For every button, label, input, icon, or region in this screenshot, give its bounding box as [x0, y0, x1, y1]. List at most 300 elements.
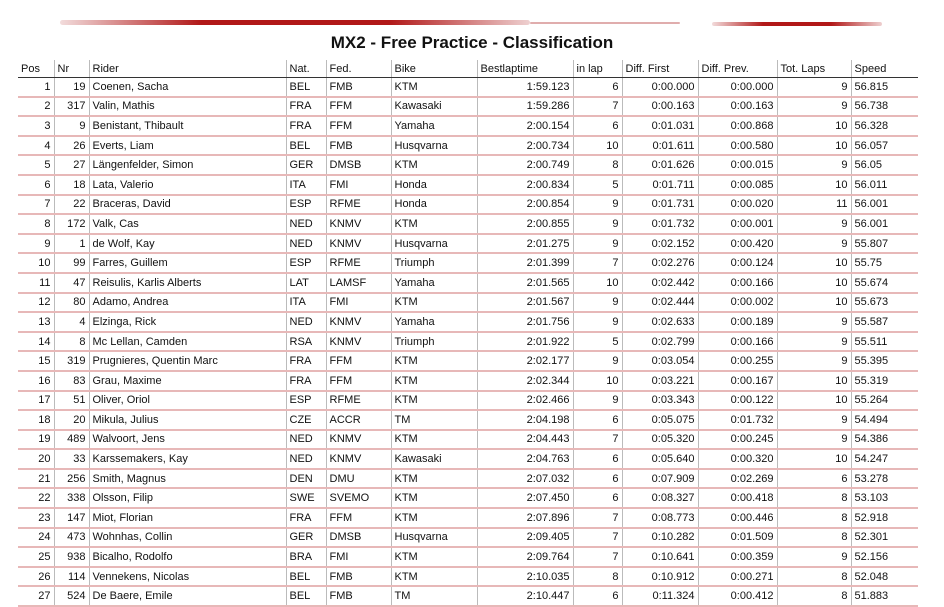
cell-nat: ESP [286, 253, 326, 273]
cell-in-lap: 9 [573, 214, 622, 234]
col-header-in-lap: in lap [573, 60, 622, 78]
cell-nat: BRA [286, 547, 326, 567]
cell-tot-laps: 8 [777, 567, 851, 587]
cell-nr: 319 [54, 351, 89, 371]
cell-diff-prev: 0:00.002 [698, 293, 777, 313]
cell-pos: 14 [18, 332, 54, 352]
cell-speed: 52.918 [851, 508, 918, 528]
cell-nat: GER [286, 155, 326, 175]
cell-rider: Mikula, Julius [89, 410, 286, 430]
cell-bike: KTM [391, 214, 477, 234]
cell-nat: BEL [286, 567, 326, 587]
cell-rider: Elzinga, Rick [89, 312, 286, 332]
col-header-nat: Nat. [286, 60, 326, 78]
cell-bestlaptime: 2:01.565 [477, 273, 573, 293]
cell-bike: KTM [391, 488, 477, 508]
cell-diff-first: 0:08.327 [622, 488, 698, 508]
cell-bestlaptime: 2:00.855 [477, 214, 573, 234]
cell-fed: RFME [326, 195, 391, 215]
cell-diff-prev: 0:00.122 [698, 391, 777, 411]
cell-pos: 27 [18, 586, 54, 606]
cell-fed: SVEMO [326, 488, 391, 508]
cell-bestlaptime: 2:00.834 [477, 175, 573, 195]
page-title: MX2 - Free Practice - Classification [330, 33, 614, 52]
cell-diff-first: 0:00.000 [622, 78, 698, 97]
cell-fed: KNMV [326, 234, 391, 254]
cell-diff-first: 0:05.075 [622, 410, 698, 430]
cell-diff-first: 0:10.912 [622, 567, 698, 587]
cell-pos: 25 [18, 547, 54, 567]
cell-bestlaptime: 2:01.275 [477, 234, 573, 254]
cell-diff-prev: 0:00.189 [698, 312, 777, 332]
cell-rider: De Baere, Emile [89, 586, 286, 606]
table-row [18, 332, 918, 352]
cell-nat: LAT [286, 273, 326, 293]
table-row [18, 253, 918, 273]
cell-tot-laps: 10 [777, 175, 851, 195]
cell-bestlaptime: 2:04.763 [477, 449, 573, 469]
table-row [18, 312, 918, 332]
cell-diff-first: 0:01.611 [622, 136, 698, 156]
cell-in-lap: 7 [573, 508, 622, 528]
cell-bestlaptime: 2:07.032 [477, 469, 573, 489]
cell-fed: LAMSF [326, 273, 391, 293]
cell-rider: Benistant, Thibault [89, 116, 286, 136]
table-row [18, 136, 918, 156]
cell-diff-first: 0:10.641 [622, 547, 698, 567]
cell-bike: Yamaha [391, 116, 477, 136]
cell-nr: 80 [54, 293, 89, 313]
cell-nat: NED [286, 430, 326, 450]
cell-nat: BEL [286, 78, 326, 97]
cell-pos: 21 [18, 469, 54, 489]
cell-nat: NED [286, 234, 326, 254]
cell-pos: 13 [18, 312, 54, 332]
table-row [18, 586, 918, 606]
cell-tot-laps: 9 [777, 312, 851, 332]
table-row [18, 214, 918, 234]
cell-diff-prev: 0:00.359 [698, 547, 777, 567]
cell-tot-laps: 9 [777, 97, 851, 117]
table-row [18, 175, 918, 195]
col-header-pos: Pos [18, 60, 54, 78]
cell-bike: TM [391, 586, 477, 606]
cell-diff-prev: 0:00.446 [698, 508, 777, 528]
cell-tot-laps: 10 [777, 273, 851, 293]
cell-nr: 317 [54, 97, 89, 117]
cell-diff-first: 0:03.343 [622, 391, 698, 411]
cell-nat: FRA [286, 508, 326, 528]
table-row [18, 351, 918, 371]
cell-pos: 3 [18, 116, 54, 136]
cell-bike: KTM [391, 78, 477, 97]
cell-nr: 33 [54, 449, 89, 469]
cell-diff-prev: 0:00.015 [698, 155, 777, 175]
cell-in-lap: 9 [573, 234, 622, 254]
cell-diff-prev: 0:00.271 [698, 567, 777, 587]
cell-bestlaptime: 1:59.123 [477, 78, 573, 97]
cell-pos: 26 [18, 567, 54, 587]
cell-diff-prev: 0:00.020 [698, 195, 777, 215]
cell-tot-laps: 8 [777, 586, 851, 606]
cell-nat: NED [286, 449, 326, 469]
cell-in-lap: 6 [573, 410, 622, 430]
cell-rider: Miot, Florian [89, 508, 286, 528]
cell-tot-laps: 9 [777, 78, 851, 97]
cell-nr: 83 [54, 371, 89, 391]
cell-bestlaptime: 2:07.450 [477, 488, 573, 508]
cell-fed: FFM [326, 371, 391, 391]
cell-in-lap: 8 [573, 155, 622, 175]
cell-speed: 55.264 [851, 391, 918, 411]
cell-rider: Bicalho, Rodolfo [89, 547, 286, 567]
table-row [18, 293, 918, 313]
cell-nr: 26 [54, 136, 89, 156]
cell-pos: 7 [18, 195, 54, 215]
cell-fed: KNMV [326, 312, 391, 332]
cell-speed: 56.057 [851, 136, 918, 156]
cell-tot-laps: 8 [777, 508, 851, 528]
cell-diff-prev: 0:00.001 [698, 214, 777, 234]
cell-nr: 22 [54, 195, 89, 215]
cell-in-lap: 6 [573, 469, 622, 489]
cell-bestlaptime: 2:04.198 [477, 410, 573, 430]
cell-in-lap: 5 [573, 332, 622, 352]
cell-in-lap: 7 [573, 97, 622, 117]
cell-tot-laps: 10 [777, 136, 851, 156]
classification-table [18, 60, 918, 607]
cell-nat: FRA [286, 371, 326, 391]
cell-nat: NED [286, 214, 326, 234]
cell-rider: Everts, Liam [89, 136, 286, 156]
cell-nr: 114 [54, 567, 89, 587]
cell-fed: FMB [326, 586, 391, 606]
cell-nat: DEN [286, 469, 326, 489]
cell-in-lap: 9 [573, 391, 622, 411]
cell-bestlaptime: 2:10.035 [477, 567, 573, 587]
cell-nat: FRA [286, 116, 326, 136]
cell-bestlaptime: 2:00.154 [477, 116, 573, 136]
cell-bestlaptime: 2:02.177 [477, 351, 573, 371]
cell-tot-laps: 10 [777, 293, 851, 313]
cell-nat: ITA [286, 175, 326, 195]
cell-diff-prev: 0:00.163 [698, 97, 777, 117]
cell-bestlaptime: 2:01.399 [477, 253, 573, 273]
cell-in-lap: 7 [573, 430, 622, 450]
cell-speed: 56.328 [851, 116, 918, 136]
table-row [18, 273, 918, 293]
cell-pos: 23 [18, 508, 54, 528]
cell-fed: DMSB [326, 155, 391, 175]
cell-rider: Reisulis, Karlis Alberts [89, 273, 286, 293]
cell-rider: Karssemakers, Kay [89, 449, 286, 469]
cell-tot-laps: 8 [777, 488, 851, 508]
cell-diff-prev: 0:00.124 [698, 253, 777, 273]
cell-in-lap: 10 [573, 371, 622, 391]
cell-diff-prev: 0:00.166 [698, 273, 777, 293]
cell-speed: 55.674 [851, 273, 918, 293]
cell-rider: Coenen, Sacha [89, 78, 286, 97]
cell-speed: 55.807 [851, 234, 918, 254]
cell-fed: FFM [326, 97, 391, 117]
cell-nr: 20 [54, 410, 89, 430]
cell-diff-prev: 0:00.420 [698, 234, 777, 254]
cell-diff-prev: 0:00.166 [698, 332, 777, 352]
cell-diff-first: 0:08.773 [622, 508, 698, 528]
cell-fed: FMB [326, 136, 391, 156]
cell-nat: ESP [286, 195, 326, 215]
cell-bike: Husqvarna [391, 234, 477, 254]
cell-tot-laps: 10 [777, 253, 851, 273]
cell-bike: Kawasaki [391, 449, 477, 469]
cell-rider: Grau, Maxime [89, 371, 286, 391]
cell-nr: 4 [54, 312, 89, 332]
cell-bike: Yamaha [391, 273, 477, 293]
cell-diff-first: 0:11.324 [622, 586, 698, 606]
cell-diff-prev: 0:00.245 [698, 430, 777, 450]
cell-tot-laps: 11 [777, 195, 851, 215]
cell-rider: Mc Lellan, Camden [89, 332, 286, 352]
col-header-fed: Fed. [326, 60, 391, 78]
cell-speed: 55.673 [851, 293, 918, 313]
table-row [18, 371, 918, 391]
cell-nr: 27 [54, 155, 89, 175]
cell-bestlaptime: 2:01.922 [477, 332, 573, 352]
cell-diff-prev: 0:00.255 [698, 351, 777, 371]
cell-bike: TM [391, 410, 477, 430]
col-header-diff-prev: Diff. Prev. [698, 60, 777, 78]
cell-pos: 24 [18, 528, 54, 548]
cell-tot-laps: 10 [777, 449, 851, 469]
cell-bike: Triumph [391, 253, 477, 273]
cell-nat: BEL [286, 136, 326, 156]
table-body [18, 78, 918, 607]
cell-speed: 52.048 [851, 567, 918, 587]
cell-diff-first: 0:01.731 [622, 195, 698, 215]
cell-rider: Valin, Mathis [89, 97, 286, 117]
cell-in-lap: 7 [573, 547, 622, 567]
table-row [18, 430, 918, 450]
cell-diff-first: 0:05.640 [622, 449, 698, 469]
cell-bike: Triumph [391, 332, 477, 352]
cell-rider: Oliver, Oriol [89, 391, 286, 411]
table-row [18, 234, 918, 254]
cell-nat: BEL [286, 586, 326, 606]
cell-diff-prev: 0:00.580 [698, 136, 777, 156]
cell-rider: Vennekens, Nicolas [89, 567, 286, 587]
cell-bike: KTM [391, 293, 477, 313]
cell-speed: 53.103 [851, 488, 918, 508]
cell-rider: Wohnhas, Collin [89, 528, 286, 548]
cell-bike: KTM [391, 430, 477, 450]
table-row [18, 97, 918, 117]
cell-pos: 16 [18, 371, 54, 391]
cell-nat: FRA [286, 97, 326, 117]
table-row [18, 567, 918, 587]
cell-rider: Adamo, Andrea [89, 293, 286, 313]
cell-rider: de Wolf, Kay [89, 234, 286, 254]
cell-diff-first: 0:02.442 [622, 273, 698, 293]
table-row [18, 155, 918, 175]
cell-bike: Kawasaki [391, 97, 477, 117]
cell-bestlaptime: 2:00.749 [477, 155, 573, 175]
cell-pos: 15 [18, 351, 54, 371]
cell-fed: KNMV [326, 214, 391, 234]
table-row [18, 488, 918, 508]
cell-in-lap: 6 [573, 586, 622, 606]
cell-bike: Husqvarna [391, 136, 477, 156]
cell-fed: KNMV [326, 332, 391, 352]
cell-bike: Honda [391, 175, 477, 195]
cell-fed: ACCR [326, 410, 391, 430]
cell-in-lap: 5 [573, 175, 622, 195]
cell-speed: 56.011 [851, 175, 918, 195]
cell-diff-first: 0:01.626 [622, 155, 698, 175]
cell-diff-prev: 0:00.320 [698, 449, 777, 469]
cell-fed: DMU [326, 469, 391, 489]
cell-fed: FMB [326, 567, 391, 587]
cell-nat: FRA [286, 351, 326, 371]
cell-fed: FFM [326, 508, 391, 528]
cell-pos: 18 [18, 410, 54, 430]
cell-diff-prev: 0:01.509 [698, 528, 777, 548]
cell-bestlaptime: 1:59.286 [477, 97, 573, 117]
cell-fed: KNMV [326, 430, 391, 450]
cell-speed: 52.301 [851, 528, 918, 548]
cell-tot-laps: 10 [777, 391, 851, 411]
cell-speed: 56.815 [851, 78, 918, 97]
cell-tot-laps: 9 [777, 351, 851, 371]
cell-nr: 99 [54, 253, 89, 273]
cell-bestlaptime: 2:00.734 [477, 136, 573, 156]
cell-speed: 51.883 [851, 586, 918, 606]
cell-fed: RFME [326, 253, 391, 273]
cell-speed: 55.587 [851, 312, 918, 332]
cell-speed: 55.395 [851, 351, 918, 371]
cell-pos: 22 [18, 488, 54, 508]
cell-tot-laps: 9 [777, 410, 851, 430]
cell-nat: ESP [286, 391, 326, 411]
cell-diff-first: 0:07.909 [622, 469, 698, 489]
cell-nr: 8 [54, 332, 89, 352]
cell-diff-prev: 0:00.412 [698, 586, 777, 606]
col-header-bestlaptime: Bestlaptime [477, 60, 573, 78]
cell-nr: 9 [54, 116, 89, 136]
cell-speed: 54.247 [851, 449, 918, 469]
cell-diff-prev: 0:00.000 [698, 78, 777, 97]
cell-pos: 19 [18, 430, 54, 450]
cell-nat: RSA [286, 332, 326, 352]
header-decoration [60, 20, 530, 25]
cell-diff-first: 0:00.163 [622, 97, 698, 117]
cell-nr: 18 [54, 175, 89, 195]
cell-speed: 56.001 [851, 214, 918, 234]
cell-bike: Husqvarna [391, 528, 477, 548]
cell-pos: 8 [18, 214, 54, 234]
cell-diff-prev: 0:00.167 [698, 371, 777, 391]
cell-bike: KTM [391, 391, 477, 411]
cell-bike: Honda [391, 195, 477, 215]
cell-speed: 55.75 [851, 253, 918, 273]
col-header-diff-first: Diff. First [622, 60, 698, 78]
cell-rider: Prugnieres, Quentin Marc [89, 351, 286, 371]
cell-diff-first: 0:01.732 [622, 214, 698, 234]
cell-rider: Farres, Guillem [89, 253, 286, 273]
table-row [18, 449, 918, 469]
table-row [18, 78, 918, 97]
cell-bike: KTM [391, 547, 477, 567]
table-row [18, 391, 918, 411]
cell-diff-first: 0:01.711 [622, 175, 698, 195]
cell-diff-first: 0:03.054 [622, 351, 698, 371]
cell-pos: 12 [18, 293, 54, 313]
cell-fed: RFME [326, 391, 391, 411]
table-row [18, 547, 918, 567]
cell-fed: KNMV [326, 449, 391, 469]
cell-tot-laps: 6 [777, 469, 851, 489]
cell-nat: GER [286, 528, 326, 548]
cell-speed: 54.386 [851, 430, 918, 450]
cell-nr: 1 [54, 234, 89, 254]
cell-fed: FFM [326, 116, 391, 136]
cell-pos: 2 [18, 97, 54, 117]
cell-speed: 55.319 [851, 371, 918, 391]
cell-bestlaptime: 2:09.405 [477, 528, 573, 548]
cell-in-lap: 9 [573, 293, 622, 313]
cell-bestlaptime: 2:01.567 [477, 293, 573, 313]
cell-diff-prev: 0:00.085 [698, 175, 777, 195]
cell-fed: FMI [326, 175, 391, 195]
cell-in-lap: 10 [573, 136, 622, 156]
cell-rider: Olsson, Filip [89, 488, 286, 508]
cell-pos: 4 [18, 136, 54, 156]
cell-bike: KTM [391, 351, 477, 371]
cell-tot-laps: 9 [777, 234, 851, 254]
cell-speed: 53.278 [851, 469, 918, 489]
cell-nr: 147 [54, 508, 89, 528]
cell-bestlaptime: 2:10.447 [477, 586, 573, 606]
cell-in-lap: 6 [573, 78, 622, 97]
header-decoration [530, 22, 680, 24]
col-header-bike: Bike [391, 60, 477, 78]
cell-tot-laps: 10 [777, 371, 851, 391]
cell-nr: 256 [54, 469, 89, 489]
cell-speed: 52.156 [851, 547, 918, 567]
cell-pos: 9 [18, 234, 54, 254]
table-header-row [18, 60, 918, 78]
cell-tot-laps: 10 [777, 116, 851, 136]
col-header-rider: Rider [89, 60, 286, 78]
cell-rider: Walvoort, Jens [89, 430, 286, 450]
cell-in-lap: 9 [573, 351, 622, 371]
table-row [18, 116, 918, 136]
cell-in-lap: 9 [573, 195, 622, 215]
cell-tot-laps: 9 [777, 214, 851, 234]
cell-rider: Längenfelder, Simon [89, 155, 286, 175]
cell-pos: 5 [18, 155, 54, 175]
cell-diff-first: 0:02.152 [622, 234, 698, 254]
cell-in-lap: 9 [573, 312, 622, 332]
cell-nr: 473 [54, 528, 89, 548]
cell-tot-laps: 9 [777, 332, 851, 352]
cell-rider: Smith, Magnus [89, 469, 286, 489]
col-header-speed: Speed [851, 60, 918, 78]
cell-diff-first: 0:03.221 [622, 371, 698, 391]
cell-speed: 56.738 [851, 97, 918, 117]
cell-in-lap: 6 [573, 449, 622, 469]
cell-diff-prev: 0:01.732 [698, 410, 777, 430]
cell-nr: 489 [54, 430, 89, 450]
